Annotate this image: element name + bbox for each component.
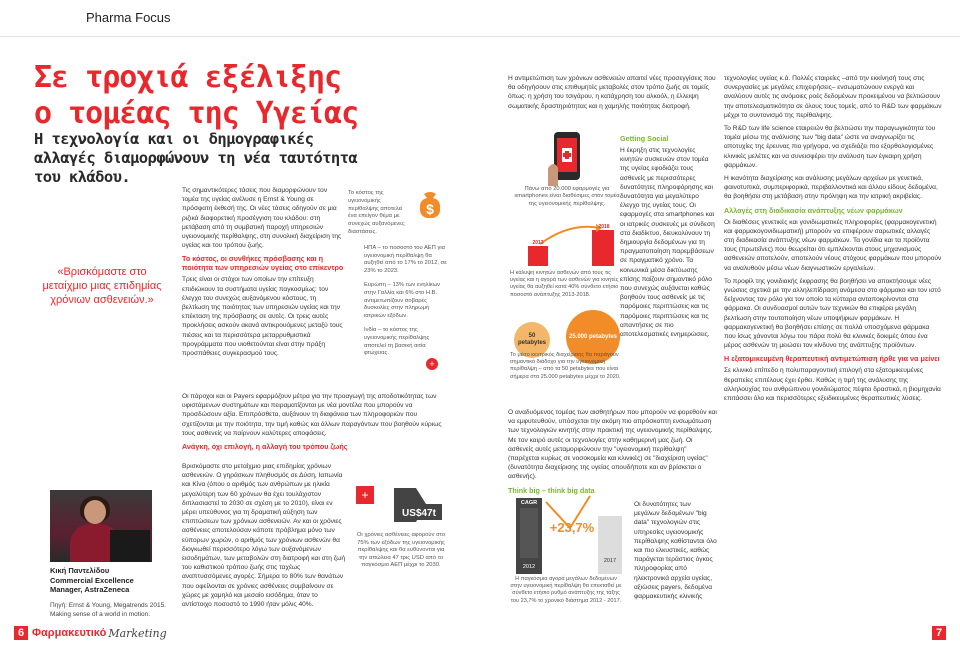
col4-paragraph-5: Το προφίλ της γονιδιακής έκφρασης θα βοηθήσει να αποκτήσουμε νέες γνώσεις σχετικά με την αλληλεπίδραση ανάμεσα στο φάρμακο και τον ιστό δείχνοντας τον ρόλο για τον οποίο τα κύτταρα ανταποκρίνονται στα φάρμακα. Οι συνδυασμοί αυτών των τεχνικών θα επιφέρει μεγάλη βελτίωση στην τουτοποίηση νέων υποψήφιων φαρμάκων. Η φαρμακογενετική θα βοηθήσει επίσης σε πολλά υποσχόμενα φάρμακα που ίσως χάνονται λόγω του πάρα πολύ θα κλινικές δοκιμές όπου ένα μέρος ασθενών τη μειώσει τον κίνδυνο της ανάπτυξης προϊόντων. (724, 277, 941, 350)
chronic-cost-text: Οι χρόνιες ασθένειες αφορούν στο 75% των εξόδων της υγειονομικής περίθαλψης και θα ευθύνονται για την απώλεια 47 τρις USD από το παγκόσμιο ΑΕΠ μέχρι το 2030. (356, 532, 446, 569)
col1-intro: Τις σημαντικότερες τάσεις που διαμορφώνουν τον τομέα της υγείας ανέλυσε η Ernst & Young σε πρόσφατη έκθεσή της. Οι νέες τάσεις οδηγούν σε μια ριζικά διαφορετική προσέγγιση του κλάδου: στη μετάβαση από τη συμβατική παροχή υπηρεσιών υγειονομικής περίθαλψης, στη συνολική διαχείριση της υγείας και του τρόπου ζωής. (182, 187, 342, 250)
growth-chart-graphic (520, 222, 620, 266)
header-divider (0, 36, 960, 37)
cagr-text: Η παγκόσμια αγορά μεγάλων δεδομένων στην υγειονομική περίθαλψη θα επεκταθεί με σύνθετο ετήσιο ρυθμό ανάπτυξης της τάξης του 23,7% το χρονικό διάστημα 2012 - 2017. (510, 576, 622, 604)
col3-heading-big-data: Think big – think big data (508, 485, 595, 495)
col4-paragraph-2: Το R&D των life science εταιρειών θα βελτιώσει την παραγωγικότητα του τομέα μέσω της ανάλυσης των "big data" ώστε να αναγνωρίζει τις αποτυχίες της έρευνας πιο γρήγορα, να σχεδιάζει πιο εξορθολογισμένες κλινικές μελέτες και να συνεισφέρει την ανάλυση των έγκαιρη χρήση φαρμάκων. (724, 125, 936, 169)
col1-heading-1: Το κόστος, οι συνθήκες πρόσβασης και η ποιότητα των υπηρεσιών υγείας στο επίκεντρο (182, 254, 344, 273)
article-title (34, 60, 358, 132)
col3-paragraph-2: Η έκρηξη στις τεχνολογίες κινητών συσκευών στον τομέα της υγείας εφοδιάζει τους ασθενείς με περισσότερες δυνατότητες πληροφόρησης και δυνατότητα για μεγαλύτερο έλεγχο της υγείας τους. Οι εφαρμογές στα smartphones και οι ιατρικές συσκευές με σύνδεση στο διαδίκτυο, διευκολύνουν τη δημιουργία δεδομένων για τη πραγματοποίηση παρεμβάσεων σε πραγματικό χρόνο. Τα κοινωνικά μέσα δικτύωσης επίσης παίζουν σημαντικό ρόλο που συνεχώς αυξάνεται καθώς βοηθούν τους ασθενείς με τις παρόμοιες περιπτώσεις και τις παρόμοιες περιπτώσεις και τις απαντήσεις σε πιο αποτελεσματικές ενημερώσεις. (620, 147, 715, 339)
caption-role: Commercial Excellence Manager, AstraZeneca (50, 575, 134, 594)
mobile-growth-text: Η κάλυψη κινητών ασθενών από τους τις υγείας και η αγορά των ασθενών για κινητές υγείας θα αυξηθεί κατά 40% σύνθετο ετήσιο ποσοστό ανάπτυξης 2013-2018. (510, 270, 619, 298)
col4-paragraph-6: Σε κλινικό επίπεδο η πολυπαραγοντική επιλογή στα εξατομικευμένες θεραπείες επιτέλους έχει έρθει. Καθώς η τιμή της ανάλυσης της αλληλουχίας του ανθρώπινου γονιδιώματος πέφτει δραστικά, η βιομηχανία επιτάσσει όλο και περισσότερες εξειδικευμένες θεραπευτικές λύσεις. (724, 367, 941, 403)
col1-paragraph-3: Οι πάροχοι και οι Payers εφαρμόζουν μέτρα για την προαγωγή της αποδοτικότητας των υφιστάμενων συστημάτων και πειραματίζονται με νέα μοντέλα που μπορούν να προσδώσουν αξία. Επιπρόσθετα, αυξάνουν τη διαφάνεια των πληροφοριών που σχετίζονται με την ποιότητα, την τιμή καθώς και άλλων παραγόντων που βοηθούν κύριως τους ασθενείς να παίρνουν καλύτερες αποφάσεις. (182, 393, 442, 437)
article-column-1 (182, 186, 344, 362)
sidebar-item-india: Ινδία – το κόστος της υγειονομικής περίθαλψης αποτελεί τη βασική αιτία φτώχειας. (364, 326, 430, 357)
dollar-icon (418, 190, 442, 220)
col4-paragraph-4: Οι διαθέσεις γενετικές και γονιδιωματικές πληροφορίες (φαρμακογενετική και φαρμακογονιδιωματική) μπορούν να επιφέρουν σαρωτικές αλλαγές στη διαδικασία ανάπτυξης νέων φαρμάκων. Τα γονίδια και τα προϊόντα τους (πρωτεΐνες) που θεωρείται ότι εμπλέκονται στους μηχανισμούς ασθενειών αποτελούν, αποτελούν νέους στόχους φαρμάκων που μπορούν να αναλυθούν μέσω νέων διαγνωστικών εργαλείων. (724, 218, 942, 272)
footer-left (14, 626, 167, 640)
section-label: Pharma Focus (86, 10, 171, 25)
year-2018: 2018 (598, 224, 610, 230)
col3-paragraph-3: Ο αναδυόμενος τομέας των αισθητήρων που μπορούν να φορεθούν και να εμφυτευθούν, υπόσχεται την ακόμη πιο απρόσκοπτη ενσωμάτωση των τεχνολογιών κινητής στην πρακτική της υγειονομικής περίθαλψης. Με τον καιρό αυτές οι τεχνολογίες στην καθημερινή μας ζωή. Οι ασθενείς αυτές μεταμορφώνουν την "υγειονομική περίθαλψη" (παρέχεται κυρίως σε νοσοκομεία και κλινικές) σε "διαχείριση υγείας" (δυνατότητα διαχείρισης της υγείας οπουδήποτε και αν βρίσκεται ο ασθενής). (508, 409, 717, 481)
sidebar-intro: Το κόστος της υγειονομικής περίθαλψης αποτελεί ένα επείγον θέμα με συνεχώς αυξανόμενες διαστάσεις. (348, 190, 405, 235)
col1-heading-2: Ανάγκη, όχι επιλογή, η αλλαγή του τρόπου ζωής (182, 442, 348, 452)
bubble-50-petabytes: 50 petabytes (514, 322, 550, 358)
article-column-3-top (508, 74, 718, 115)
title-line-2: ο τομέας της Υγείας (34, 96, 359, 131)
col1-paragraph-4: Βρισκόμαστε στο μεταίχμιο μιας επιδημίας χρόνιων ασθενειών. Ο γηράσκων πληθυσμός σε Δύση, Ιαπωνία και Κίνα (όπου ο αριθμός των ανθρώπων με ηλικία μεγαλύτερη των 60 χρόνων θα έχει τουλάχιστον διπλασιαστεί το 2030 σε σχέση με το 2010), είναι εν μέρει υπεύθυνος για τη δραματική αύξηση των επιπτώσεων των χρόνιων ασθενειών. Αν και οι χρόνιες ασθένειες αποτελούσαν κάποτε πρόβλημα μόνο των εύπορων χωρών, ο αριθμός των χρόνιων ασθενών θα διογκωθεί περισσότερο λόγω των αυξανόμενων εισοδημάτων, των μεταβολών στη διατροφή και στη ζωή του καθιστικού τρόπου ζωής στις ταχέως αναπτυσσόμενες αγορές. Σήμερα το 80% των θανάτων που οφείλονται σε χρόνιες ασθένειες συμβαίνουν σε χώρες με χαμηλό και μεσαίο εισόδημα, όταν το αντίστοιχο ποσοστό το 1990 ήταν μόλις 40%. (182, 463, 346, 609)
caption-name: Κική Παντελίδου (50, 566, 110, 575)
col3-heading-getting-social: Getting Social (620, 134, 669, 143)
chronic-cost-graphic (356, 482, 442, 528)
article-column-4 (724, 74, 942, 407)
photo-caption (50, 566, 162, 595)
source-note: Πηγή: Ernst & Young, Megatrends 2015. Making sense of a world in motion. (50, 602, 166, 618)
svg-text:+: + (361, 488, 369, 502)
us47t-label: US$47t (402, 508, 436, 519)
article-subtitle: Η τεχνολογία και οι δημογραφικές αλλαγές διαμορφώνουν τη νέα ταυτότητα του κλάδου. (34, 130, 358, 186)
pull-quote: «Βρισκόμαστε στο μεταίχμιο μιας επιδημίας χρόνιων ασθενειών.» (42, 266, 162, 306)
col4-heading-personalized: Η εξατομικευμένη θεραπευτική αντιμετώπιση ήρθε για να μείνει (724, 354, 940, 364)
cagr-graphic (512, 488, 624, 574)
portrait-photo (50, 490, 152, 562)
smartphone-icon (548, 130, 586, 186)
magazine-brand-italic: Marketing (108, 626, 167, 640)
plus-icon: + (426, 358, 438, 370)
sidebar-item-europe: Ευρώπη – 13% των ενηλίκων στην Γαλλία και 6% στο Η.Β. αντιμετωπίζουν σοβαρές δυσκολίες στην πληρωμή ιατρικών εξόδων. (364, 281, 441, 320)
col4-heading-drug-development: Αλλαγές στη διαδικασία ανάπτυξης νέων φαρμάκων (724, 205, 903, 215)
col4-paragraph-1: τεχνολογίες υγείας κ.ά. Πολλές εταιρείες –από την εκκίνησή τους στις συνεργασίες με μεγάλες επιχειρήσεις– ενσωματώνουν ενεργά και αναλύουν αυτές τις ανόμοιες ροές δεδομένων προκειμένου να βελτιώσουν την αποτελεσματικότητα σε όλους τους τομείς, από τo R&D των φαρμάκων μέχρι το συντονισμό της περίθαλψης. (724, 75, 942, 119)
page-number-right: 7 (932, 626, 946, 640)
year-2013: 2013 (532, 240, 544, 246)
magazine-brand: Φαρμακευτικό (32, 627, 107, 639)
bubble-25000-petabytes: 25.000 petabytes (566, 310, 620, 364)
cagr-label: CAGR (520, 500, 538, 506)
year-2017: 2017 (603, 558, 617, 564)
year-2012: 2012 (522, 564, 536, 570)
cagr-percent: +23,7% (549, 520, 595, 535)
smartphone-text: Πάνω από 20.000 εφαρμογές για smartphones είναι διαθέσιμες στον τομέα της υγειονομικής περίθαλψης. (514, 186, 620, 207)
article-column-3-bottom (634, 500, 718, 605)
page-number-left: 6 (14, 626, 28, 640)
svg-text:$: $ (426, 201, 434, 217)
col3-paragraph-4: Οι δυνατότητες των μεγάλων δεδομένων "big data" τεχνολογιών στις υπηρεσίες υγειονομικής περίθαλψης καθίστανται όλο και πιο ελκυστικές, καθώς παράγεται τεράστιος όγκος πληροφορίας από ηλεκτρονικά αρχεία υγείας, αξιώσεις payers, δεδομένα φαρμακευτικής κλινικής (634, 501, 717, 601)
article-column-1b (182, 392, 450, 454)
article-column-3-mid (508, 408, 718, 498)
col1-paragraph-2: Τρεις είναι οι στόχοι των οποίων την επίτευξη επιδιώκουν τα συστήματα υγείας παγκοσμίως: τον έλεγχο του συνεχώς αυξανόμενου κόστους, τη βελτίωση της ποιότητας των υπηρεσιών υγείας και την επέκταση της πρόσβασης σε αυτές. Οι τρεις αυτές προκλήσεις ασκούν ακανά αντικρουόμενες μεταξύ τους πιέσεις και τα περισσότερα μεταρρυθμιστικά προγράμματα που υιοθετούνται είναι στην πράξη προσπάθειες συγκερασμού τους. (182, 276, 343, 358)
col3-paragraph-1: Η αντιμετώπιση των χρόνιων ασθενειών απαιτεί νέες προσεγγίσεις που θα οδηγήσουν στις επιθυμητές μεταβολές στον τρόπο ζωής σε τομείς όπως: η χρήση του τσιγάρου, η κατάχρηση του αλκοόλ, η έλλειψη σωματικής δραστηριότητας και η χαμηλής ποιότητας διατροφή. (508, 75, 716, 110)
title-line-1: Σε τροχιά εξέλιξης (34, 60, 342, 95)
petabytes-text: Το μέσο κεντρικός διαχείρισης θα παράγουν σημαντικό διάδοχο για την υγειονομική περίθαλψη – από τα 50 petabytes που είναι σήμερα στα 25.000 petabytes μέχρι το 2020. (510, 352, 621, 380)
article-column-3 (620, 130, 718, 343)
header-bar (0, 0, 960, 38)
col4-paragraph-3: Η ικανότητα διαχείρισης και ανάλυσης μεγάλων αρχείων με γενετικά, φαινοτυπικά, συμπεριφορικά, περιβαλλοντικά και άλλου είδους δεδομένα, θα βοηθήσει στη μετάβαση στην πρόληψη και την ιατρική ακριβείας. (724, 175, 938, 201)
article-column-1c (182, 462, 348, 613)
sidebar-item-usa: ΗΠΑ – το ποσοστό του ΑΕΠ για υγειονομική περίθαλψη θα αυξηθεί από το 17% το 2012, σε 23% το 2023. (364, 244, 447, 275)
